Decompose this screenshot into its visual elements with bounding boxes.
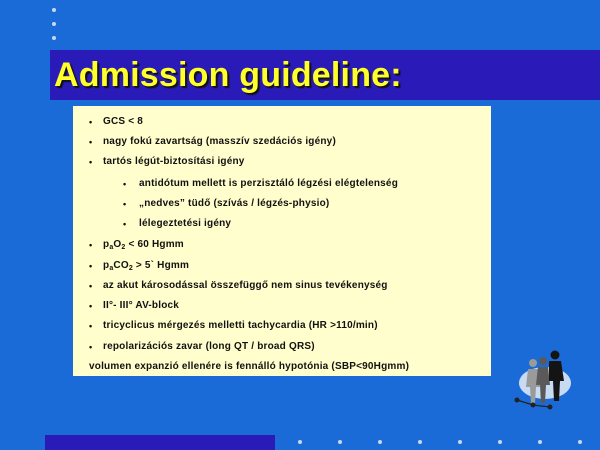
people-figures-icon bbox=[505, 345, 575, 415]
decor-dot bbox=[52, 22, 56, 26]
bullet-icon: • bbox=[123, 179, 127, 189]
decor-dot bbox=[498, 440, 502, 444]
content-box: • GCS < 8 • nagy fokú zavartság (masszív szedációs igény) • tartós légút-biztosítási igény • antidótum mellett is perzisztáló légzési elégtelenség • „nedves” tüdő (szívás / légzés-physio) • lélegeztetési igény • $p_aO_2 < 60$ Hgmm • $p_aCO_2$ > 5` Hgmm • az akut károsodással összefüggő nem sinus tevékenység • II°- III° AV-block • tricyclicus mérgezés melletti tachycardia (HR >110/min) • repolarizációs zavar (long QT / broad QRS) volumen expanzió ellenére is fennálló hypotónia (SBP<90Hgmm) bbox=[73, 106, 491, 376]
decor-dot bbox=[298, 440, 302, 444]
bullet-icon: • bbox=[89, 301, 93, 311]
decor-dot bbox=[52, 36, 56, 40]
bullet-icon: • bbox=[89, 117, 93, 127]
slide-title: Admission guideline: bbox=[54, 56, 402, 94]
decor-dot bbox=[378, 440, 382, 444]
bullet-icon: • bbox=[89, 321, 93, 331]
bullet-icon: • bbox=[89, 240, 93, 250]
bullet-icon: • bbox=[89, 137, 93, 147]
decor-dot bbox=[418, 440, 422, 444]
bullet-icon: • bbox=[89, 281, 93, 291]
bullet-icon: • bbox=[89, 157, 93, 167]
decor-dot bbox=[578, 440, 582, 444]
bullet-icon: • bbox=[123, 219, 127, 229]
footer-bar bbox=[45, 435, 275, 450]
bullet-icon: • bbox=[89, 342, 93, 352]
bullet-icon: • bbox=[123, 199, 127, 209]
decor-dot bbox=[52, 8, 56, 12]
decor-dot bbox=[538, 440, 542, 444]
decor-dot bbox=[458, 440, 462, 444]
decor-dot bbox=[338, 440, 342, 444]
bullet-icon: • bbox=[89, 261, 93, 271]
